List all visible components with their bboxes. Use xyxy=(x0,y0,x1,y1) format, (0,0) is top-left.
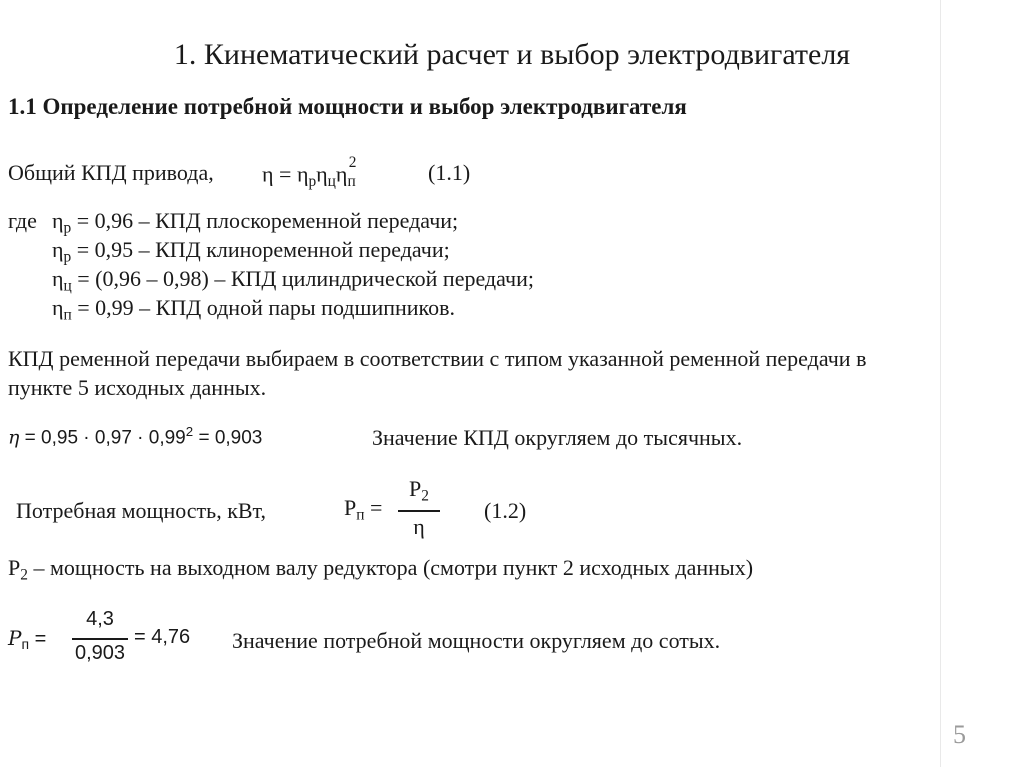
power-calculation-fraction: 4,3 0,903 xyxy=(72,608,128,668)
formula-number-1-1: (1.1) xyxy=(428,160,471,185)
power-rounding-note: Значение потребной мощности округляем до сотых. xyxy=(232,628,721,653)
power-required-fraction: $P_2$ η xyxy=(398,476,440,546)
section-subtitle: 1.1 Определение потребной мощности и выбор электродвигателя xyxy=(8,94,687,119)
efficiency-calculation: $\eta = 0,95 \cdot 0,97 \cdot 0,99^2 = 0,903$ xyxy=(8,424,263,449)
where-item: $\eta_р = 0,96$ – КПД плоскоременной передачи; xyxy=(52,208,459,237)
belt-note-line-1: КПД ременной передачи выбираем в соответствии с типом указанной ременной передачи в xyxy=(8,346,867,371)
efficiency-rounding-note: Значение КПД округляем до тысячных. xyxy=(372,425,743,450)
page-number: 5 xyxy=(953,720,966,749)
efficiency-label: Общий КПД привода, xyxy=(8,160,214,185)
where-item: $\eta_п = 0,99$ – КПД одной пары подшипников. xyxy=(52,295,455,324)
p2-definition: $P_2$ – мощность на выходном валу редуктора (смотри пункт 2 исходных данных) xyxy=(8,555,754,584)
formula-number-1-2: (1.2) xyxy=(484,498,527,523)
belt-note-line-2: пункте 5 исходных данных. xyxy=(8,375,267,400)
where-prefix: где xyxy=(8,208,37,233)
slide-title: 1. Кинематический расчет и выбор электродвигателя xyxy=(173,38,851,71)
power-calculation-result: = 4,76 xyxy=(134,626,191,648)
where-item: $\eta_р = 0,95$ – КПД клиноременной передачи; xyxy=(52,237,450,266)
efficiency-formula: $\eta = \eta_р\eta_ц\eta_п^2$ xyxy=(262,154,357,190)
power-required-lhs: $P_п$ = xyxy=(344,495,383,524)
power-required-label: Потребная мощность, кВт, xyxy=(16,498,267,523)
slide-edge-line xyxy=(940,0,941,767)
where-item: $\eta_ц = (0,96 - 0,98)$ – КПД цилиндрической передачи; xyxy=(52,266,534,295)
power-calculation-lhs: $P_п$ = xyxy=(8,626,47,653)
